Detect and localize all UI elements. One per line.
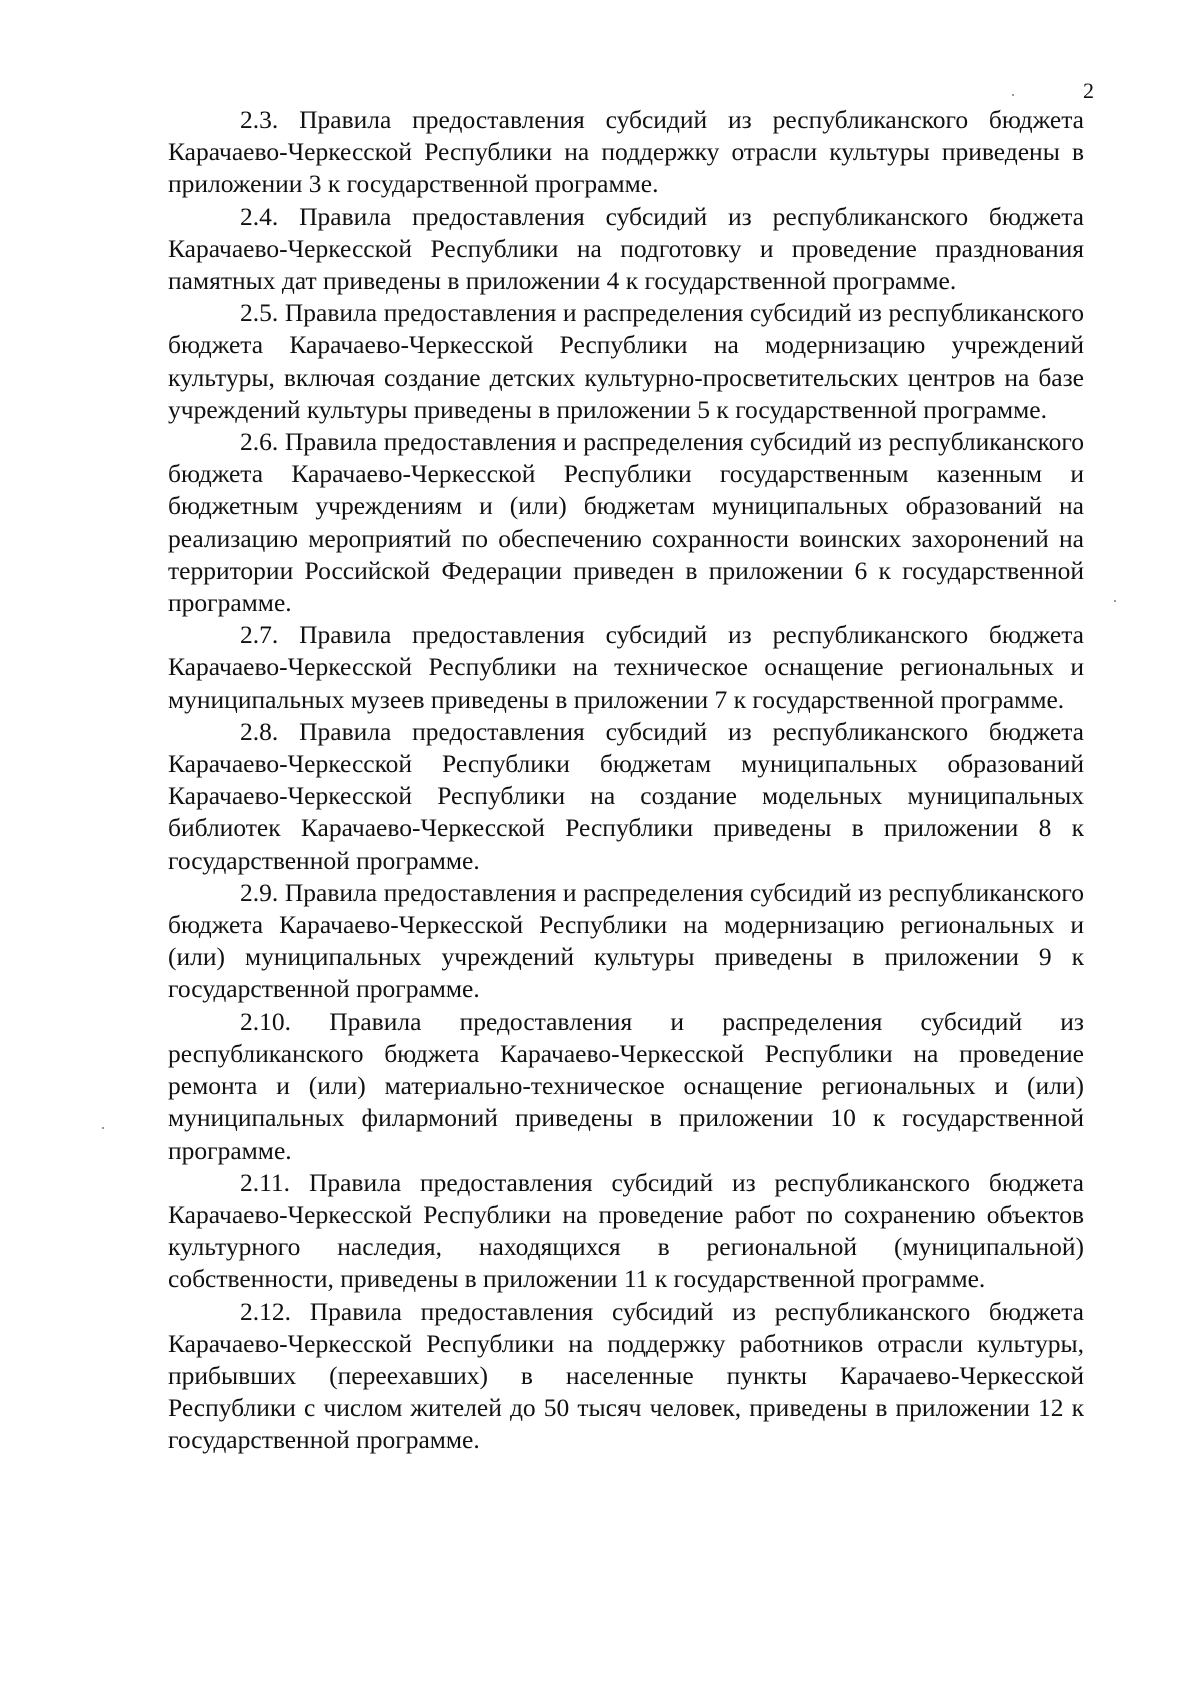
page-number: 2 [1083, 78, 1094, 103]
paragraph-2-8 [168, 716, 1084, 877]
scan-speck [1012, 94, 1014, 96]
paragraph-2-11 [168, 1167, 1084, 1296]
paragraph-text: Правила предоставления субсидий из республиканского бюджета Карачаево-Черкесской Республики на поддержку отрасли культуры приведены в приложении 3 к государственной программе. [168, 105, 1084, 199]
paragraph-2-9 [168, 877, 1084, 1006]
paragraph-2-12 [168, 1296, 1084, 1457]
paragraph-number: 2.5. [240, 298, 279, 328]
paragraph-number: 2.9. [240, 877, 279, 907]
paragraph-number: 2.10. [240, 1006, 291, 1036]
paragraph-2-3 [168, 104, 1084, 201]
paragraph-text: Правила предоставления и распределения субсидий из республиканского бюджета Карачаево-Черкесской Республики на модернизацию региональных и (или) муниципальных учреждений культуры приведены в приложении 9 к государственной программе. [168, 877, 1084, 1004]
paragraph-text: Правила предоставления и распределения субсидий из республиканского бюджета Карачаево-Черкесской Республики на проведение ремонта и (или) материально-техническое оснащение региональных и (или) муниципальных филармоний приведены в приложении 10 к государственной программе. [168, 1006, 1085, 1165]
scan-speck [102, 1127, 104, 1129]
paragraph-2-5 [168, 297, 1084, 426]
paragraph-text: Правила предоставления субсидий из республиканского бюджета Карачаево-Черкесской Республики на подготовку и проведение празднования памятных дат приведены в приложении 4 к государственной программе. [168, 201, 1084, 296]
paragraph-2-4 [168, 201, 1084, 298]
paragraph-number: 2.6. [240, 427, 279, 457]
paragraph-text: Правила предоставления субсидий из республиканского бюджета Карачаево-Черкесской Республики на техническое оснащение региональных и муниципальных музеев приведены в приложении 7 к государственной программе. [168, 620, 1084, 714]
paragraph-number: 2.12. [240, 1296, 291, 1326]
paragraph-number: 2.8. [240, 716, 279, 746]
paragraph-number: 2.11. [240, 1167, 291, 1197]
paragraph-text: Правила предоставления субсидий из республиканского бюджета Карачаево-Черкесской Республики на проведение работ по сохранению объектов культурного наследия, находящихся в региональной (муниципальной) собственности, приведены в приложении 11 к государственной программе. [168, 1167, 1084, 1294]
paragraph-text: Правила предоставления субсидий из республиканского бюджета Карачаево-Черкесской Республики бюджетам муниципальных образований Карачаево-Черкесской Республики на создание модельных муниципальных библиотек Карачаево-Черкесской Республики приведены в приложении 8 к государственной программе. [168, 716, 1084, 875]
paragraph-2-7 [168, 619, 1084, 716]
paragraph-text: Правила предоставления и распределения субсидий из республиканского бюджета Карачаево-Черкесской Республики на модернизацию учреждений культуры, включая создание детских культурно-просветительских центров на базе учреждений культуры приведены в приложении 5 к государственной программе. [168, 298, 1084, 424]
paragraph-2-6 [168, 426, 1084, 619]
scan-speck [1114, 600, 1116, 602]
paragraph-text: Правила предоставления и распределения субсидий из республиканского бюджета Карачаево-Черкесской Республики государственным казенным и бюджетным учреждениям и (или) бюджетам муниципальных образований на реализацию мероприятий по обеспечению сохранности воинских захоронений на территории Российской Федерации приведен в приложении 6 к государственной программе. [168, 427, 1084, 618]
paragraph-text: Правила предоставления субсидий из республиканского бюджета Карачаево-Черкесской Республики на поддержку работников отрасли культуры, прибывших (переехавших) в населенные пункты Карачаево-Черкесской Республики с числом жителей до 50 тысяч человек, приведены в приложении 12 к государственной программе. [168, 1296, 1084, 1455]
paragraph-number: 2.7. [240, 620, 279, 650]
paragraph-2-10 [168, 1006, 1084, 1167]
document-body [168, 104, 1084, 1457]
paragraph-number: 2.4. [240, 201, 279, 231]
paragraph-number: 2.3. [240, 105, 279, 134]
